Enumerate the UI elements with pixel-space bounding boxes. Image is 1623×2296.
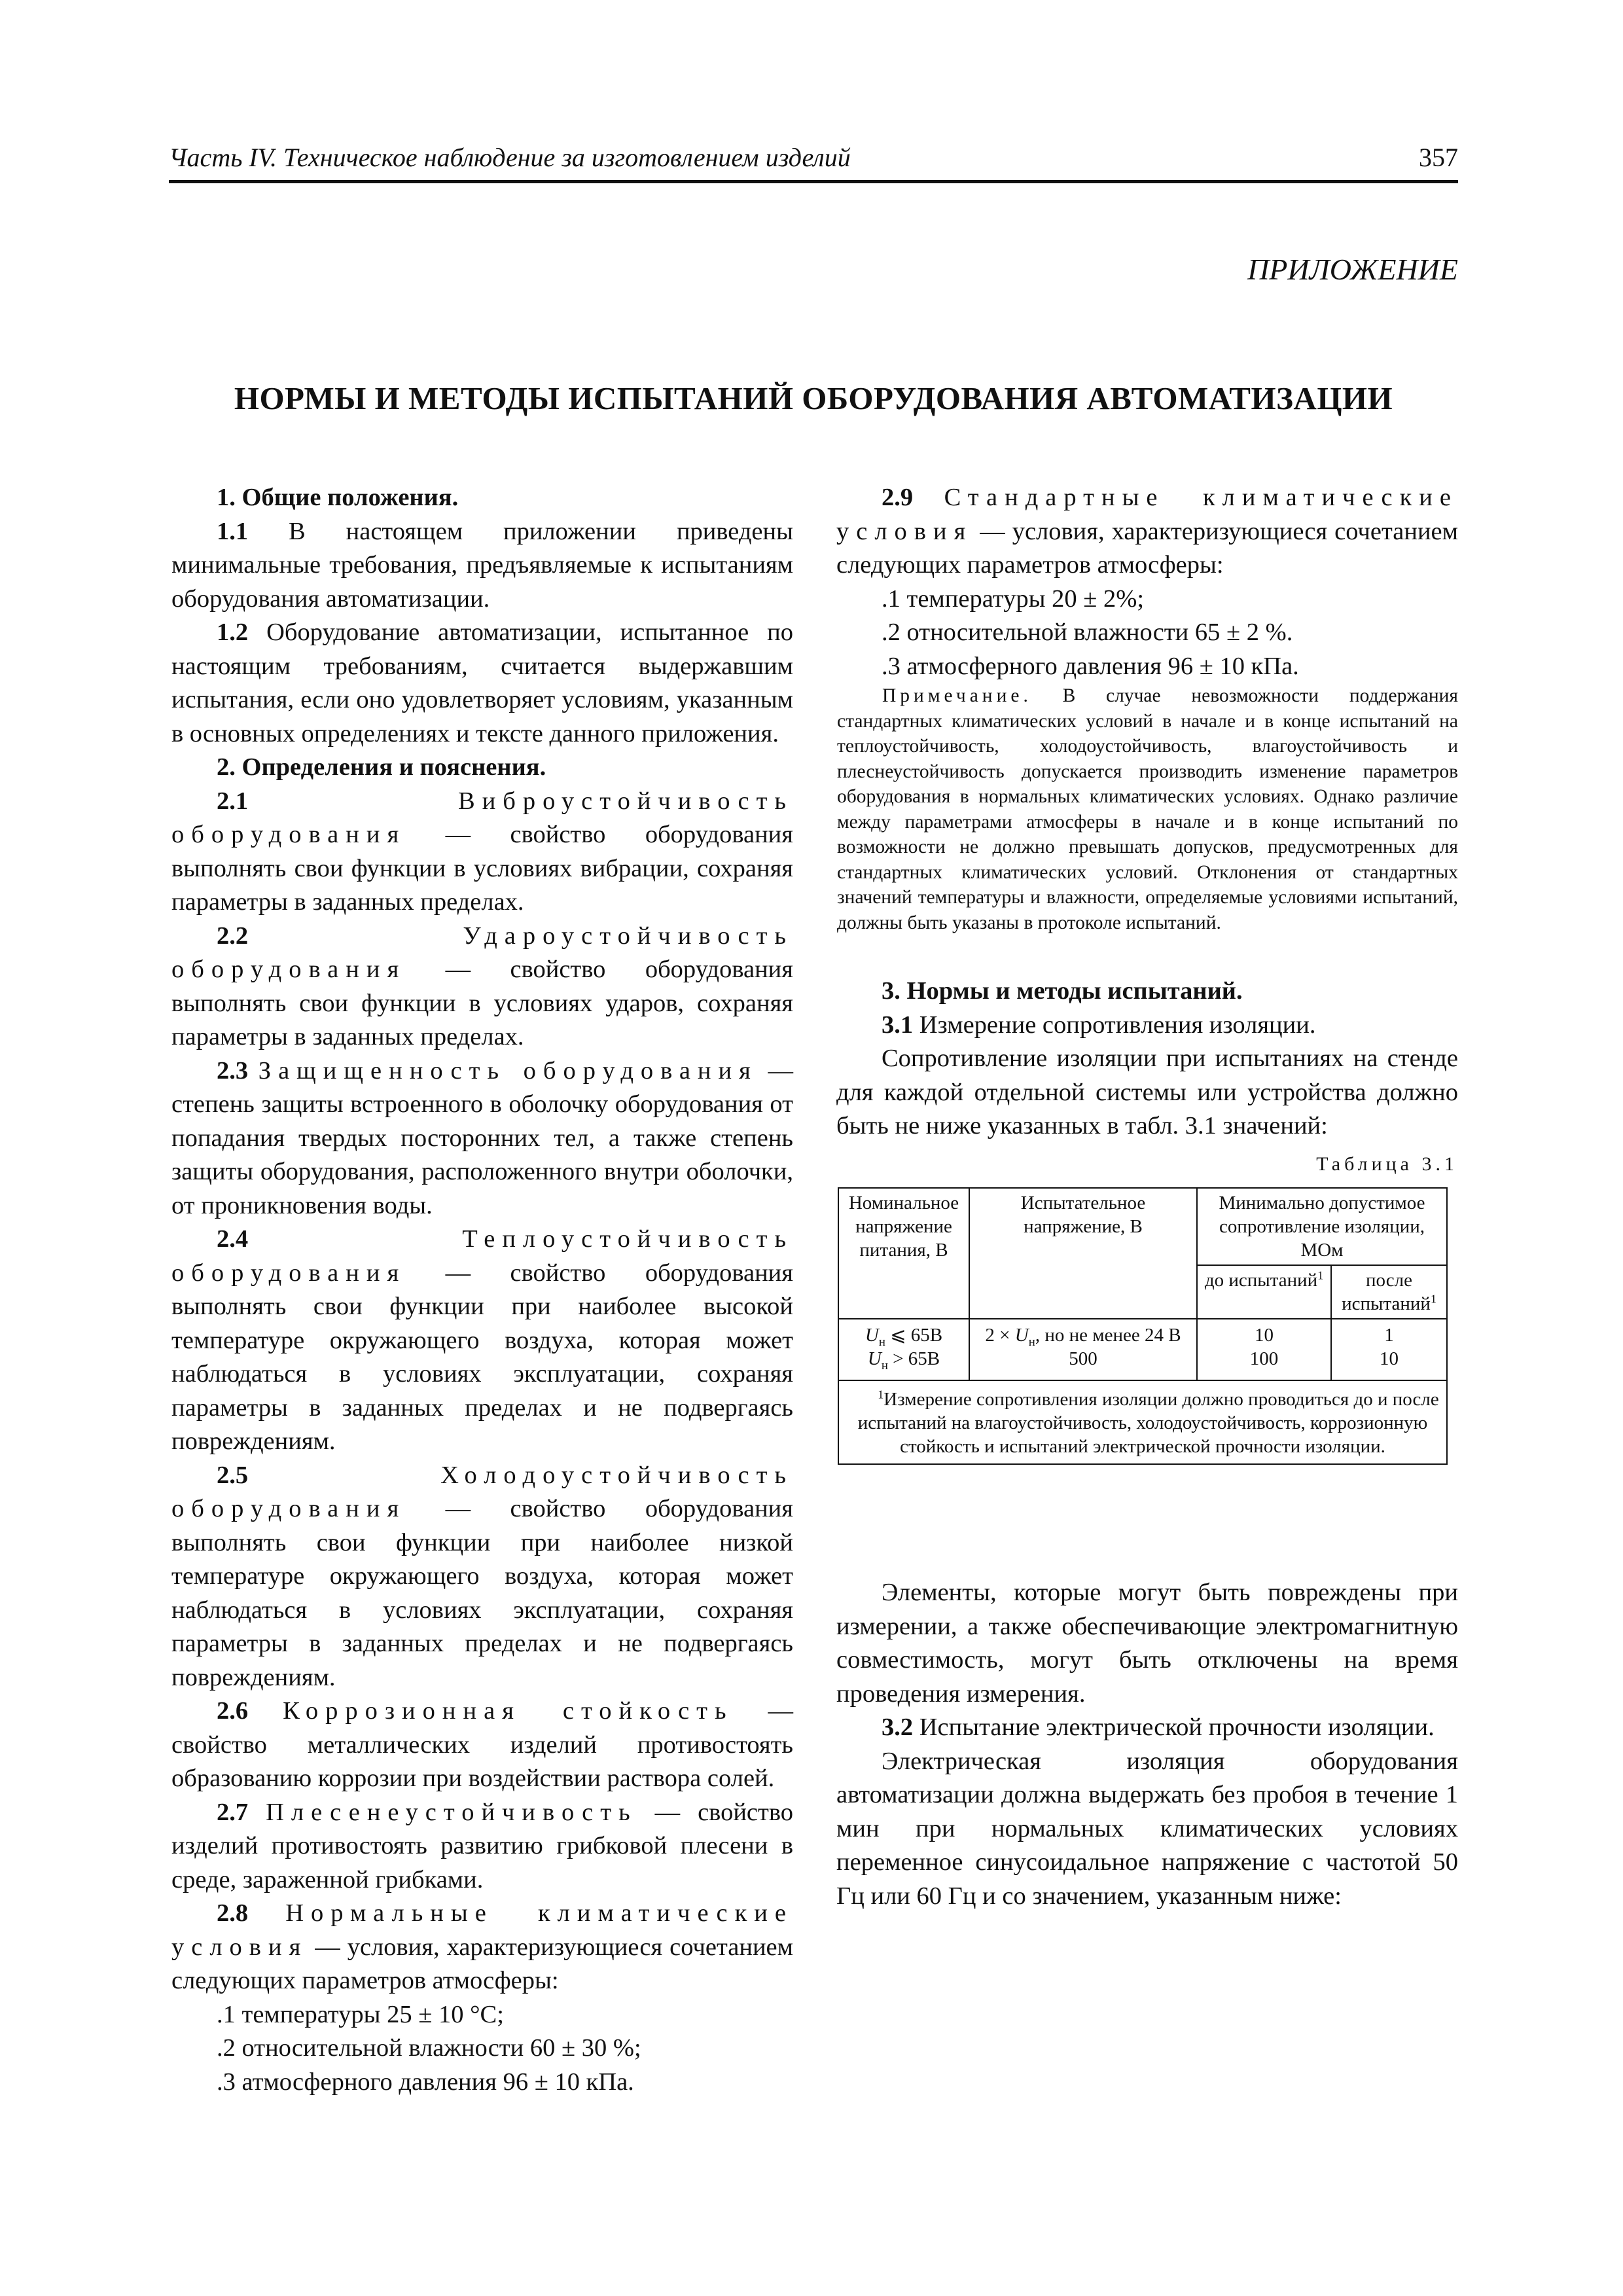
page-number: 357 (1419, 143, 1458, 172)
table-footnote: $^1$Измерение сопротивления изоляции должно проводиться до и после испытаний на влагоустойчивость, холодоустойчивость, коррозионную стойкость и испытаний электрической прочности изоляции. (838, 1380, 1447, 1464)
paragraph-2-6: 2.6 Коррозионная стойкость — свойство металлических изделий противостоять образованию коррозии при воздействии раствора солей. (171, 1697, 793, 1792)
paragraph-2-1: 2.1 Виброустойчивость оборудования — свойство оборудования выполнять свои функции в условиях вибрации, сохраняя параметры в заданных пределах. (171, 787, 793, 916)
paragraph-3-1: 3.1 Измерение сопротивления изоляции. (882, 1011, 1316, 1039)
paragraph-3-1-body: Сопротивление изоляции при испытаниях на стенде для каждой отдельной системы или устройства должно быть не ниже указанных в табл. 3.1 значений: (836, 1045, 1458, 1139)
table-header-cell: Номинальное напряжение питания, В (838, 1188, 969, 1319)
list-item: .2 относительной влажности 65 ± 2 %. (882, 619, 1293, 646)
paragraph-1-1: 1.1 В настоящем приложении приведены минимальные требования, предъявляемые к испытаниям оборудования автоматизации. (171, 517, 793, 613)
table-3-1 (838, 1187, 1448, 1465)
document-title: НОРМЫ И МЕТОДЫ ИСПЫТАНИЙ ОБОРУДОВАНИЯ АВТОМАТИЗАЦИИ (234, 380, 1393, 416)
paragraph-2-9: 2.9 Стандартные климатические условия — условия, характеризующиеся сочетанием следующих параметров атмосферы: (836, 484, 1458, 579)
note: Примечание. В случае невозможности поддержания стандартных климатических условий в начале и в конце испытаний на теплоустойчивость, холодоустойчивость, влагоустойчивость и плеснеустойчивость допускается производить изменение параметров оборудования в нормальных климатических условиях. Однако различие между параметрами атмосферы в начале и в конце испытаний по возможности не должно превышать допусков, предусмотренных для стандартных климатических условий. Отклонения от стандартных значений температуры и влажности, определяемые условиями испытаний, должны быть указаны в протоколе испытаний. (837, 685, 1458, 933)
list-item: .1 температуры 20 ± 2%; (882, 584, 1145, 613)
left-column (171, 481, 793, 2099)
section-2-heading: 2. Определения и пояснения. (217, 753, 546, 781)
paragraph-2-2: 2.2 Удароустойчивость оборудования — свойство оборудования выполнять свои функции в условиях ударов, сохраняя параметры в заданных пределах. (171, 922, 793, 1050)
table-row (838, 1319, 1447, 1380)
paragraph-2-7: 2.7 Плесенеустойчивость — свойство изделий противостоять развитию грибковой плесени в среде, зараженной грибками. (171, 1798, 794, 1893)
section-1-heading: 1. Общие положения. (217, 484, 459, 511)
paragraph-2-4: 2.4 Теплоустойчивость оборудования — свойство оборудования выполнять свои функции при наиболее высокой температуре окружающего воздуха, которая может наблюдаться в условиях эксплуатации, сохраняя параметры в заданных пределах и не подвергаясь повреждениям. (171, 1225, 793, 1455)
table-cell: $U_н$ ⩽ 65В $U_н > 65В$ (838, 1319, 969, 1380)
paragraph-elements: Элементы, которые могут быть повреждены при измерении, а также обеспечивающие электромагнитную совместимость, могут быть отключены на время проведения измерения. (836, 1579, 1458, 1708)
list-item: .3 атмосферного давления 96 ± 10 кПа. (882, 652, 1299, 680)
paragraph-2-8: 2.8 Нормальные климатические условия — условия, характеризующиеся сочетанием следующих параметров атмосферы: (171, 1899, 793, 1994)
right-column (836, 481, 1458, 1913)
paragraph-3-2-body: Электрическая изоляция оборудования автоматизации должна выдержать без пробоя в течение 1 мин при нормальных климатических условиях переменное синусоидальное напряжение с частотой 50 Гц или 60 Гц и со значением, указанным ниже: (836, 1747, 1458, 1910)
table-header-cell: Испытательное напряжение, В (969, 1188, 1197, 1319)
paragraph-3-2: 3.2 Испытание электрической прочности изоляции. (882, 1713, 1435, 1741)
header-title: Часть IV. Техническое наблюдение за изготовлением изделий (169, 143, 851, 172)
table-cell: 10 100 (1197, 1319, 1331, 1380)
table-cell: $2 \times U_н$, но не менее 24 В 500 (969, 1319, 1197, 1380)
paragraph-1-2: 1.2 Оборудование автоматизации, испытанное по настоящим требованиям, считается выдержавшим испытания, если оно удовлетворяет условиям, указанным в основных определениях и тексте данного приложения. (171, 619, 793, 747)
list-item: .3 атмосферного давления 96 ± 10 кПа. (217, 2068, 634, 2096)
list-item: .1 температуры 25 ± 10 °С; (217, 2000, 504, 2028)
list-item: .2 относительной влажности 60 ± 30 %; (217, 2034, 641, 2062)
table-header-cell: до испытаний$^1$ (1197, 1265, 1331, 1319)
table-caption: Таблица 3.1 (1316, 1153, 1458, 1175)
table-cell: 1 10 (1331, 1319, 1447, 1380)
table-header-cell: после испытаний$^1$ (1331, 1265, 1447, 1319)
paragraph-2-5: 2.5 Холодоустойчивость оборудования — свойство оборудования выполнять свои функции при наиболее низкой температуре окружающего воздуха, которая может наблюдаться в условиях эксплуатации, сохраняя параметры в заданных пределах и не подвергаясь повреждениям. (171, 1461, 793, 1691)
appendix-label: ПРИЛОЖЕНИЕ (1247, 253, 1458, 286)
section-3-heading: 3. Нормы и методы испытаний. (882, 977, 1243, 1005)
paragraph-2-3: 2.3 Защищенность оборудования — степень защиты встроенного в оболочку оборудования от попадания твердых посторонних тел, а также степень защиты оборудования, расположенного внутри оболочки, от проникновения воды. (171, 1056, 794, 1219)
table-header-cell: Минимально допустимое сопротивление изоляции, МОм (1197, 1188, 1447, 1265)
running-header (169, 141, 1458, 183)
